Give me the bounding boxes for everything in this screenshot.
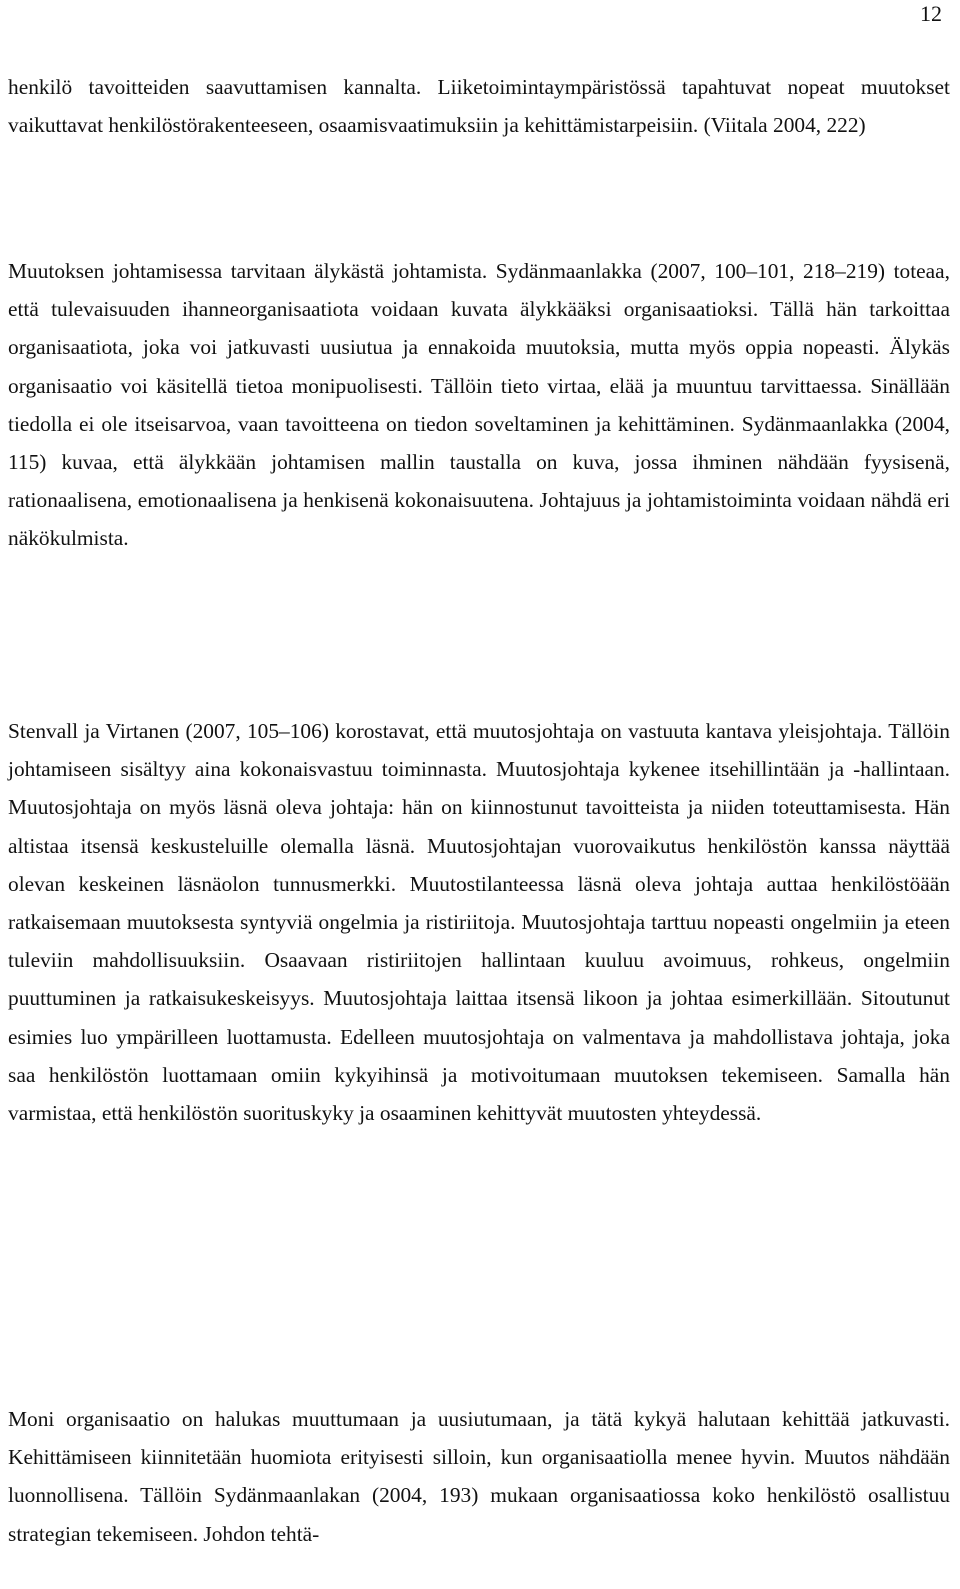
paragraph-2-text: Muutoksen johtamisessa tarvitaan älykästä johtamista. Sydänmaanlakka (2007, 100–101, 218–219) toteaa, että tulevaisuuden ihanneorganisaatiota voidaan kuvata älykkääksi organisaatioksi. Tällä hän tarkoittaa organisaatiota, joka voi jatkuvasti uusiutua ja ennakoida muutoksia, mutta myös oppia nopeasti. Älykäs organisaatio voi käsitellä tietoa monipuolisesti. Tällöin tieto virtaa, elää ja muuntuu tarvittaessa. Sinällään tiedolla ei ole itseisarvoa, vaan tavoitteena on tiedon soveltaminen ja kehittäminen. Sydänmaanlakka (2004, 115) kuvaa, että älykkään johtamisen mallin taustalla on kuva, jossa ihminen nähdään fyysisenä, rationaalisena, emotionaalisena ja henkisenä kokonaisuutena. Johtajuus ja johtamistoiminta voidaan nähdä eri näkökulmista. [8,259,950,551]
paragraph-1-text: henkilö tavoitteiden saavuttamisen kannalta. Liiketoimintaympäristössä tapahtuvat nopeat muutokset vaikuttavat henkilöstörakenteeseen, osaamisvaatimuksiin ja kehittämistarpeisiin. (Viitala 2004, 222) [8,75,950,138]
paragraph-2 [8,252,950,558]
paragraph-4 [8,1400,950,1553]
page-number: 12 [920,1,942,26]
paragraph-3-text: Stenvall ja Virtanen (2007, 105–106) korostavat, että muutosjohtaja on vastuuta kantava yleisjohtaja. Tällöin johtamiseen sisältyy aina kokonaisvastuu toiminnasta. Muutosjohtaja kykenee itsehillintään ja -hallintaan. Muutosjohtaja on myös läsnä oleva johtaja: hän on kiinnostunut tavoitteista ja niiden toteuttamisesta. Hän altistaa itsensä keskusteluille olemalla läsnä. Muutosjohtajan vuorovaikutus henkilöstön kanssa näyttää olevan keskeinen läsnäolon tunnusmerkki. Muutostilanteessa läsnä oleva johtaja auttaa henkilöstöään ratkaisemaan muutoksesta syntyviä ongelmia ja ristiriitoja. Muutosjohtaja tarttuu nopeasti ongelmiin ja eteen tuleviin mahdollisuuksiin. Osaavaan ristiriitojen hallintaan kuuluu avoimuus, rohkeus, ongelmiin puuttuminen ja ratkaisukeskeisyys. Muutosjohtaja laittaa itsensä likoon ja johtaa esimerkillään. Sitoutunut esimies luo ympärilleen luottamusta. Edelleen muutosjohtaja on valmentava ja mahdollistava johtaja, joka saa henkilöstön luottamaan omiin kykyihinsä ja motivoitumaan muutoksen tekemiseen. Samalla hän varmistaa, että henkilöstön suorituskyky ja osaaminen kehittyvät muutosten yhteydessä. [8,719,950,1126]
paragraph-4-text: Moni organisaatio on halukas muuttumaan ja uusiutumaan, ja tätä kykyä halutaan kehittää jatkuvasti. Kehittämiseen kiinnitetään huomiota erityisesti silloin, kun organisaatiolla menee hyvin. Muutos nähdään luonnollisena. Tällöin Sydänmaanlakan (2004, 193) mukaan organisaatiossa koko henkilöstö osallistuu strategian tekemiseen. Johdon tehtä- [8,1407,950,1546]
paragraph-3 [8,712,950,1132]
paragraph-1 [8,68,950,144]
